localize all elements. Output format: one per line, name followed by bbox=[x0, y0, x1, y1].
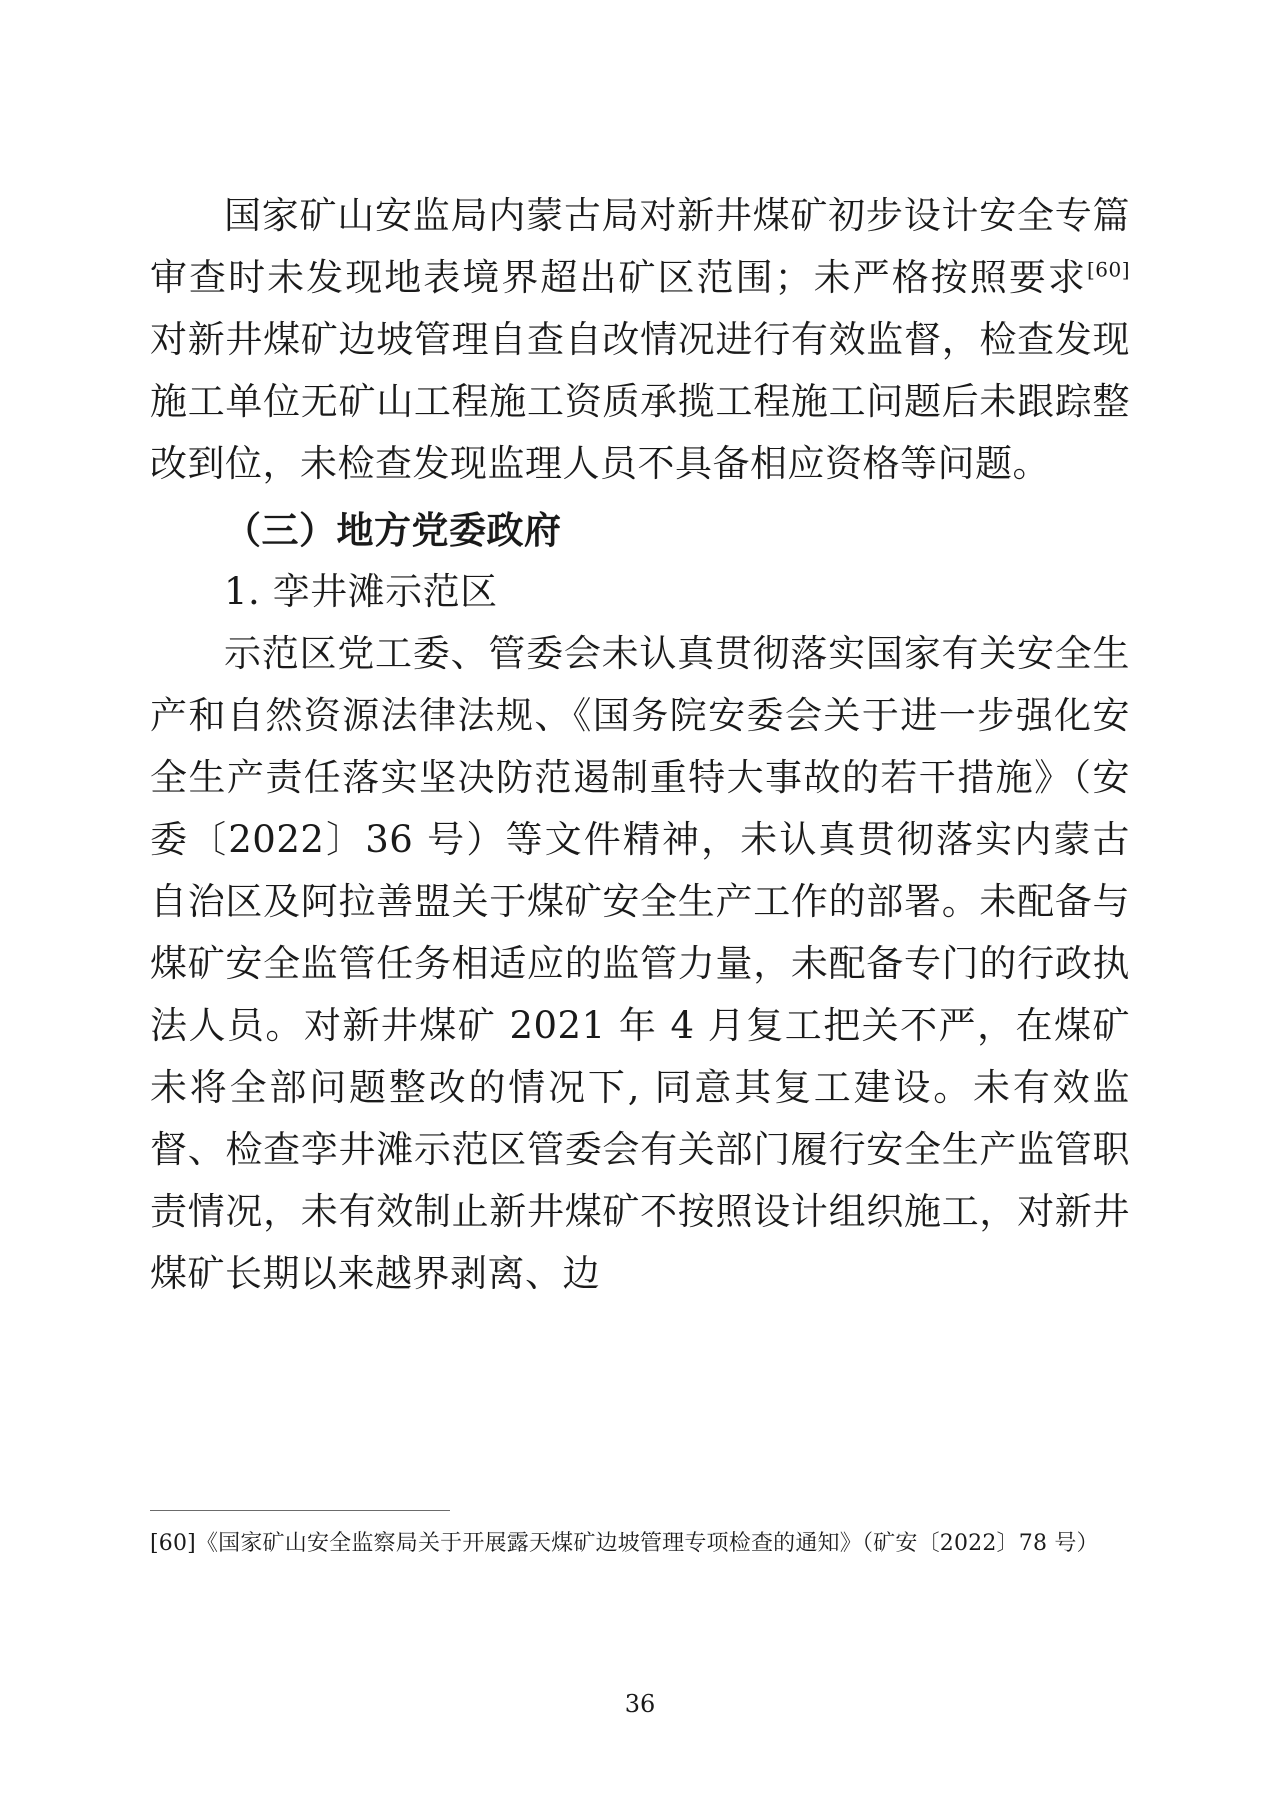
page-number: 36 bbox=[624, 1690, 656, 1718]
paragraph-luanjingtan-details: 示范区党工委、管委会未认真贯彻落实国家有关安全生产和自然资源法律法规、《国务院安委会关于进一步强化安全生产责任落实坚决防范遏制重特大事故的若干措施》（安委〔2022〕36 号）等文件精神，未认真贯彻落实内蒙古自治区及阿拉善盟关于煤矿安全生产工作的部署。未配备与煤矿安全监管任务相适应的监管力量，未配备专门的行政执法人员。对新井煤矿 2021 年 4 月复工把关不严，在煤矿未将全部问题整改的情况下, 同意其复工建设。未有效监督、检查孪井滩示范区管委会有关部门履行安全生产监管职责情况，未有效制止新井煤矿不按照设计组织施工，对新井煤矿长期以来越界剥离、边 bbox=[150, 632, 1130, 1295]
footnote-separator-rule bbox=[150, 1510, 450, 1511]
section-heading-local-party-government: （三）地方党委政府 bbox=[224, 508, 562, 552]
footnote-area bbox=[150, 1510, 1130, 1563]
paragraph-text-part-b: 对新井煤矿边坡管理自查自改情况进行有效监督，检查发现施工单位无矿山工程施工资质承揽工程施工问题后未跟踪整改到位，未检查发现监理人员不具备相应资格等问题。 bbox=[150, 318, 1130, 485]
paragraph-text-part-a: 国家矿山安监局内蒙古局对新井煤矿初步设计安全专篇审查时未发现地表境界超出矿区范围；未严格按照要求 bbox=[150, 194, 1130, 299]
subsection-heading-luanjingtan: 1. 孪井滩示范区 bbox=[224, 570, 498, 613]
page-content bbox=[150, 185, 1130, 1305]
paragraph-inspection-findings bbox=[150, 185, 1130, 495]
footnote-60-text: [60]《国家矿山安全监察局关于开展露天煤矿边坡管理专项检查的通知》（矿安〔2022〕78 号） bbox=[150, 1531, 1099, 1556]
footnote-marker-60: [60] bbox=[1086, 257, 1130, 282]
